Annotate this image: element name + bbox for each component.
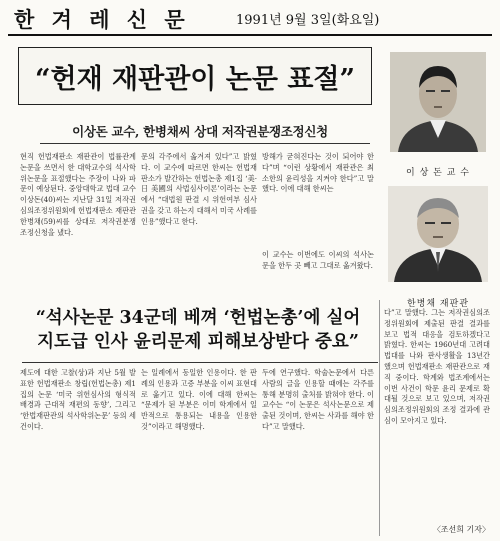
professor-photo (390, 52, 486, 152)
judge-portrait-image (388, 186, 488, 282)
body-text: 방해가 굳혀진다는 것이 되어야 한다”며 “이런 상황에서 재판관은 최소한의 윤리성을 지켜야 한다”고 말했다. 이에 대해 한씨는 (262, 152, 374, 194)
body-text: 두에 연구했다. 학술논문에서 다른 사람의 글을 인용할 때에는 각주를 통해 분명히 출처를 밝혀야 한다. 이 교수는 “이 논문은 석사논문으로 제출된 것이며, 한씨는 사과를 해야 한다”고 말했다. (262, 368, 374, 431)
body-text: 는 일례에서 동일한 인용이다. 한 판례의 인용과 고증 부분을 이씨 표현대로 옮기고 있다. 이에 대해 한씨는 “문제가 된 부분은 이미 학계에서 일반적으로 통용되는 내용을 인용한 것”이라고 해명했다. (141, 368, 257, 431)
second-headline (22, 306, 374, 354)
body-text: 다”고 말했다. 그는 저작권심의조정위원회에 제출된 판결 결과를 보고 법적 대응을 검토하겠다고 밝혔다. 한씨는 1960년대 고려대 법대를 나와 판사생활을 13년간 했으며 헌법재판소 재판관으로 재직 중이다. 학계와 법조계에서는 이번 사건이 학문 윤리 문제로 확대될 것으로 보고 있으며, 저작권심의조정위원회의 조정 결과에 관심이 모아지고 있다. (384, 308, 490, 425)
body-column-1 (20, 152, 136, 248)
body-column-2 (141, 152, 257, 248)
professor-portrait-image (390, 52, 486, 152)
judge-photo (388, 186, 488, 282)
body-text: 문의 각주에서 옮겨져 있다”고 밝혔다. 이 교수에 따르면 한씨는 헌법재판소가 발간하는 헌법논총 제1집 ‘美·日 美國의 사법심사이론’이라는 논문에서 “대법원 판결 시 위헌여부 심사권을 갖고 하는지 대해서 미국 사례를 인용”했다고 한다. (141, 152, 257, 226)
column-divider (379, 300, 380, 536)
masthead-rule (8, 34, 492, 36)
second-headline-line-1: “석사논문 34군데 베껴 ‘헌법논총’에 실어 (35, 308, 361, 328)
body-column-4 (262, 250, 374, 296)
second-headline-line-2: 지도급 인사 윤리문제 피해보상받다 중요” (37, 332, 359, 352)
body-column-5 (20, 368, 136, 536)
body-column-3 (262, 152, 374, 248)
newspaper-name: 한 겨 레 신 문 (14, 7, 190, 32)
body-column-8 (384, 308, 490, 520)
body-column-6 (141, 368, 257, 536)
judge-photo-caption: 한병채 재판관 (406, 299, 470, 309)
reporter-byline: 〈조선희 기자〉 (432, 525, 490, 534)
headline: “헌재 재판관이 논문 표절” (34, 63, 356, 95)
body-column-7 (262, 368, 374, 536)
body-text: 현직 헌법재판소 재판관이 법률관계 논문을 쓰면서 한 대학교수의 석사학위논문을 표절했다는 주장이 나와 파문이 예상된다. 중앙대학교 법대 교수 이상돈(40)씨는 지난달 31일 저작권심의조정위원회에 헌법재판소 재판관 한병채(59)씨를 상대로 저작권분쟁조정신청을 냈다. (20, 152, 136, 237)
masthead (8, 4, 494, 30)
headline-box (18, 47, 372, 105)
subhead-rule (40, 143, 370, 144)
subheadline: 이상돈 교수, 한병채씨 상대 저작권분쟁조정신청 (72, 124, 328, 139)
body-text: 이 교수는 이번에도 이씨의 석사논문을 한두 곳 빼고 그대로 옮겨왔다. (262, 250, 374, 270)
professor-photo-caption: 이 상 돈 교 수 (406, 168, 470, 178)
second-headline-rule (22, 362, 378, 363)
issue-date: 1991년 9월 3일(화요일) (236, 13, 380, 28)
body-text: 제도에 대한 고찰(상)과 지난 5월 발표한 헌법재판소 창립(헌법논총) 제1집의 논문 ‘미국 위헌심사의 형식적 배경과 근대적 재편의 동향’, 그리고 ‘한법재판관의 석사학위논문’ 등의 세 건이다. (20, 368, 136, 431)
